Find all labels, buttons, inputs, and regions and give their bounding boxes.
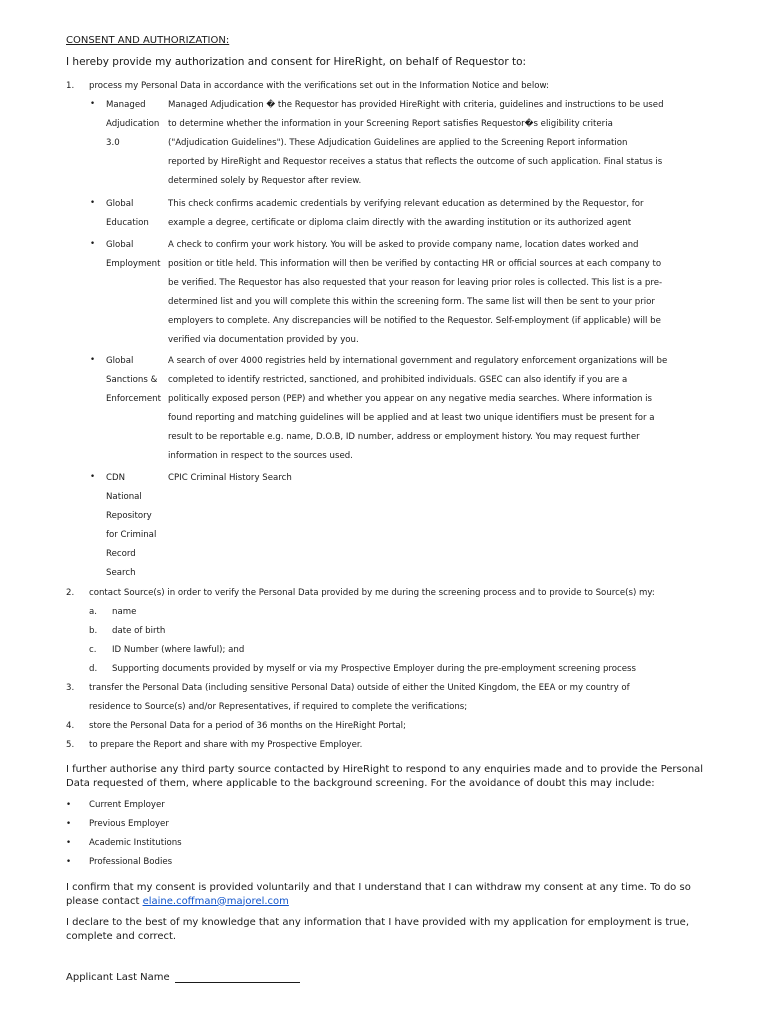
sub-item-label: d. bbox=[89, 664, 98, 674]
consent-heading: CONSENT AND AUTHORIZATION: bbox=[66, 35, 230, 46]
service-name-cdn-repository: CDN National Repository for Criminal Record Search bbox=[106, 473, 157, 578]
declaration-text: I declare to the best of my knowledge that any information that I have provided with my application for employment is true, complete and correct. bbox=[66, 917, 690, 942]
service-desc-cdn-repository: CPIC Criminal History Search bbox=[168, 473, 292, 483]
sub-item-text: ID Number (where lawful); and bbox=[112, 645, 245, 655]
item-1-text: process my Personal Data in accordance with the verifications set out in the Information Notice and below: bbox=[89, 81, 549, 91]
item-2-text: contact Source(s) in order to verify the Personal Data provided by me during the screening process and to provide to Source(s) my: bbox=[89, 588, 655, 598]
service-desc-global-education: This check confirms academic credentials by verifying relevant education as determined by the Requestor, for example a degree, certificate or diploma claim directly with the awarding institution or its authorized agent bbox=[168, 199, 644, 228]
bullet-marker: • bbox=[90, 239, 96, 249]
item-3-text-line2: residence to Source(s) and/or Representatives, if required to complete the verifications; bbox=[89, 702, 468, 712]
service-name-managed-adjudication: Managed Adjudication 3.0 bbox=[106, 100, 160, 148]
bullet-marker: • bbox=[90, 99, 96, 109]
further-authorisation-text: I further authorise any third party source contacted by HireRight to respond to any enquiries made and to provide the Personal Data requested of them, where applicable to the background screening. For the avoidance of doubt this may include: bbox=[66, 764, 704, 789]
service-desc-global-employment: A check to confirm your work history. You will be asked to provide company name, location dates worked and position or title held. This information will then be verified by contacting HR or official sources at each company to be verified. The Requestor has also requested that your reason for leaving prior roles is collected. This list is a pre- determined list and you will complete this within the screening form. The same list will then be sent to your prior employers to complete. Any discrepancies will be notified to the Requestor. Self-employment (if applicable) will be verified via documentation provided by you. bbox=[168, 240, 663, 345]
source-item: Current Employer bbox=[89, 800, 165, 810]
service-name-global-employment: Global Employment bbox=[106, 240, 161, 269]
item-5-text: to prepare the Report and share with my Prospective Employer. bbox=[89, 740, 363, 750]
item-1-number: 1. bbox=[66, 81, 75, 91]
service-desc-managed-adjudication: Managed Adjudication � the Requestor has provided HireRight with criteria, guidelines and instructions to be used to determine whether the information in your Screening Report satisfies Requestor�s eligibility criteria ("Adjudication Guidelines"). These Adjudication Guidelines are applied to the Screening Report information reported by HireRight and Requestor receives a status that reflects the outcome of such application. Final status is determined solely by Requestor after review. bbox=[168, 100, 664, 186]
item-4-text: store the Personal Data for a period of 36 months on the HireRight Portal; bbox=[89, 721, 406, 731]
service-desc-global-sanctions: A search of over 4000 registries held by international government and regulatory enforcement organizations will be completed to identify restricted, sanctioned, and prohibited individuals. GSEC can also identify if you are a politically exposed person (PEP) and whether you appear on any negative media searches. Where information is found reporting and matching guidelines will be applied and at least two unique identifiers must be present for a result to be reportable e.g. name, D.O.B, ID number, address or employment history. You may request further information in respect to the sources used. bbox=[168, 356, 668, 461]
sub-item-label: a. bbox=[89, 607, 97, 617]
source-item: Professional Bodies bbox=[89, 857, 173, 867]
applicant-last-name-field[interactable] bbox=[175, 971, 300, 983]
sub-item-text: name bbox=[112, 607, 137, 617]
source-item: Previous Employer bbox=[89, 819, 169, 829]
item-4-number: 4. bbox=[66, 721, 75, 731]
service-name-global-sanctions: Global Sanctions & Enforcement bbox=[106, 356, 161, 404]
sub-item-label: b. bbox=[89, 626, 98, 636]
bullet-marker: • bbox=[90, 198, 96, 208]
item-3-number: 3. bbox=[66, 683, 75, 693]
source-item: Academic Institutions bbox=[89, 838, 182, 848]
service-name-global-education: Global Education bbox=[106, 199, 149, 228]
bullet-marker: • bbox=[90, 355, 96, 365]
applicant-last-name-row bbox=[66, 971, 300, 983]
sub-item-text: Supporting documents provided by myself or via my Prospective Employer during the pre-employment screening process bbox=[112, 664, 636, 674]
intro-text: I hereby provide my authorization and consent for HireRight, on behalf of Requestor to: bbox=[66, 56, 527, 68]
item-5-number: 5. bbox=[66, 740, 75, 750]
bullet-marker: • bbox=[90, 472, 96, 482]
bullet-marker: • bbox=[66, 857, 72, 867]
item-2-number: 2. bbox=[66, 588, 75, 598]
withdraw-consent-text: I confirm that my consent is provided voluntarily and that I understand that I can withdraw my consent at any time. To do so please contact elaine.coffman@majorel.com bbox=[66, 882, 691, 907]
contact-email-link[interactable]: elaine.coffman@majorel.com bbox=[142, 895, 289, 907]
bullet-marker: • bbox=[66, 819, 72, 829]
item-3-text-line1: transfer the Personal Data (including sensitive Personal Data) outside of either the United Kingdom, the EEA or my country of bbox=[89, 683, 630, 693]
bullet-marker: • bbox=[66, 838, 72, 848]
sub-item-text: date of birth bbox=[112, 626, 166, 636]
sub-item-label: c. bbox=[89, 645, 97, 655]
applicant-last-name-label: Applicant Last Name bbox=[66, 972, 170, 983]
bullet-marker: • bbox=[66, 800, 72, 810]
